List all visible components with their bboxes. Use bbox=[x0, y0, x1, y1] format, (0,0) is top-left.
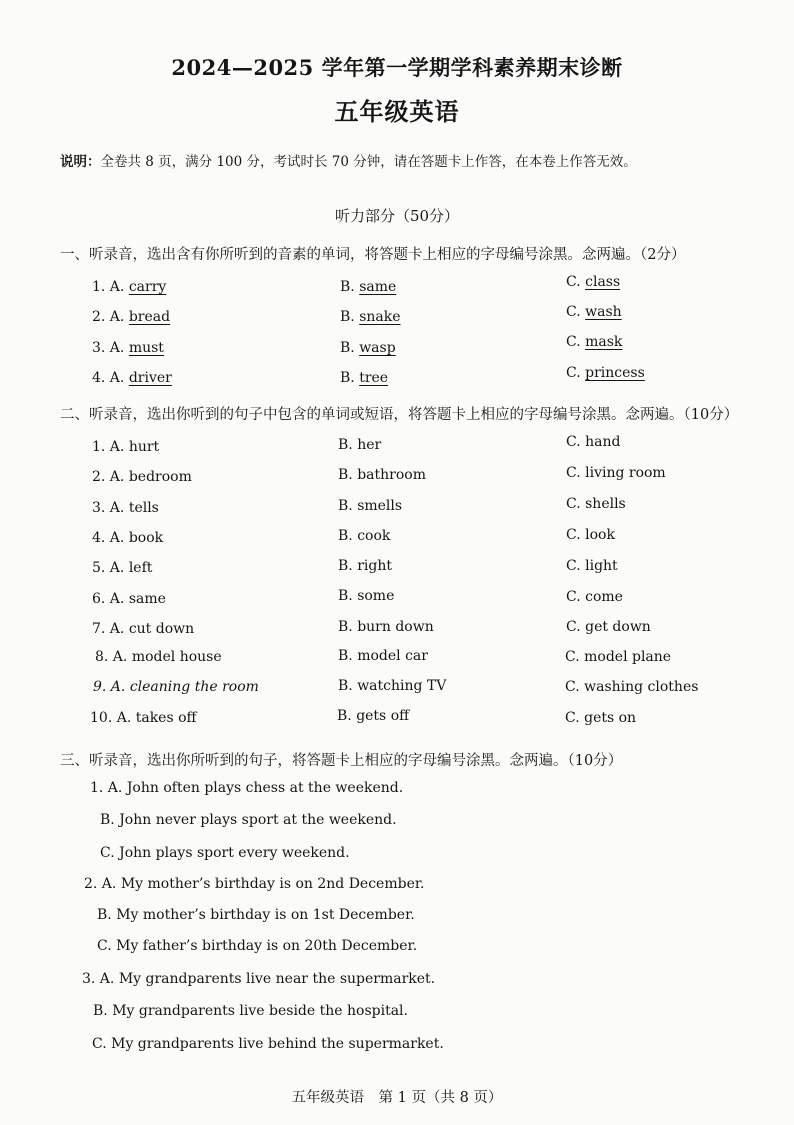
option-prefix: B. bbox=[340, 370, 360, 386]
s2-q9-option-c: C. washing clothes bbox=[565, 679, 699, 695]
s2-q4-option-a: 4. A. book bbox=[92, 530, 164, 546]
section2-title: 二、听录音，选出你听到的句子中包含的单词或短语，将答题卡上相应的字母编号涂黑。念两遍。（10分） bbox=[60, 407, 739, 423]
s1-q4-option-b bbox=[340, 370, 388, 386]
s2-q2-option-a: 2. A. bedroom bbox=[92, 469, 192, 485]
s2-q6-option-a: 6. A. same bbox=[92, 591, 166, 607]
s2-q7-option-c: C. get down bbox=[566, 619, 651, 635]
option-prefix: 1. A. bbox=[92, 279, 129, 295]
s2-q3-option-a: 3. A. tells bbox=[92, 500, 159, 516]
option-word: must bbox=[128, 340, 164, 356]
s1-q2-option-a bbox=[92, 309, 170, 325]
s3-q2-option-b: B. My mother’s birthday is on 1st December. bbox=[97, 907, 415, 923]
s2-q7-option-a: 7. A. cut down bbox=[92, 621, 195, 637]
s2-q8-option-c: C. model plane bbox=[565, 649, 672, 665]
option-word: snake bbox=[359, 309, 401, 325]
option-word: tree bbox=[359, 370, 389, 386]
s2-q6-option-c: C. come bbox=[566, 589, 623, 605]
section1-title: 一、听录音，选出含有你所听到的音素的单词，将答题卡上相应的字母编号涂黑。念两遍。（2分） bbox=[60, 247, 686, 263]
s2-q3-option-c: C. shells bbox=[566, 496, 626, 512]
s2-q7-option-b: B. burn down bbox=[338, 619, 434, 635]
instructions-text: 全卷共 8 页，满分 100 分，考试时长 70 分钟，请在答题卡上作答，在本卷上作答无效。 bbox=[100, 154, 637, 170]
option-prefix: B. bbox=[340, 309, 360, 325]
s3-q3-option-a: 3. A. My grandparents live near the supermarket. bbox=[82, 971, 436, 987]
s3-q1-option-a: 1. A. John often plays chess at the weekend. bbox=[90, 780, 404, 796]
s2-q4-option-c: C. look bbox=[566, 527, 615, 543]
listening-part-title: 听力部分（50分） bbox=[334, 207, 460, 225]
s1-q3-option-a bbox=[92, 340, 164, 356]
option-word: wash bbox=[585, 304, 622, 320]
option-prefix: C. bbox=[566, 274, 586, 290]
option-prefix: C. bbox=[566, 334, 586, 350]
option-word: mask bbox=[585, 334, 623, 350]
s1-q3-option-c bbox=[566, 334, 622, 350]
option-word: same bbox=[359, 279, 397, 295]
s3-q1-option-b: B. John never plays sport at the weekend. bbox=[100, 812, 397, 828]
option-prefix: B. bbox=[340, 279, 360, 295]
s2-q3-option-b: B. smells bbox=[338, 498, 403, 514]
s3-q3-option-b: B. My grandparents live beside the hospital. bbox=[93, 1003, 408, 1019]
instructions-label: 说明： bbox=[60, 154, 101, 170]
option-prefix: 2. A. bbox=[92, 309, 129, 325]
option-word: carry bbox=[128, 279, 167, 295]
option-prefix: 4. A. bbox=[92, 370, 129, 386]
s1-q1-option-a bbox=[92, 279, 166, 295]
option-prefix: C. bbox=[566, 365, 586, 381]
s2-q8-option-b: B. model car bbox=[338, 648, 428, 664]
exam-title: 2024—2025 学年第一学期学科素养期末诊断 bbox=[171, 55, 623, 80]
s3-q2-option-c: C. My father’s birthday is on 20th December. bbox=[97, 938, 418, 954]
option-word: wasp bbox=[359, 340, 396, 356]
s1-q2-option-c bbox=[566, 304, 622, 320]
s2-q6-option-b: B. some bbox=[338, 588, 395, 604]
s3-q1-option-c: C. John plays sport every weekend. bbox=[100, 845, 350, 861]
s2-q2-option-b: B. bathroom bbox=[338, 467, 426, 483]
s2-q10-option-b: B. gets off bbox=[337, 708, 410, 724]
s2-q1-option-a: 1. A. hurt bbox=[92, 439, 160, 455]
s1-q1-option-c bbox=[566, 274, 620, 290]
s2-q5-option-c: C. light bbox=[566, 558, 618, 574]
option-prefix: C. bbox=[566, 304, 586, 320]
s1-q4-option-a bbox=[92, 370, 172, 386]
exam-instructions bbox=[60, 150, 637, 170]
option-word: driver bbox=[128, 370, 172, 386]
option-word: bread bbox=[128, 309, 171, 325]
s3-q2-option-a: 2. A. My mother’s birthday is on 2nd December. bbox=[84, 876, 425, 892]
s2-q9-option-b: B. watching TV bbox=[338, 678, 447, 694]
s2-q1-option-b: B. her bbox=[338, 437, 382, 453]
s2-q5-option-a: 5. A. left bbox=[92, 560, 153, 576]
s2-q2-option-c: C. living room bbox=[566, 465, 666, 481]
option-word: class bbox=[585, 274, 621, 290]
option-word: princess bbox=[585, 365, 645, 381]
s2-q5-option-b: B. right bbox=[338, 558, 392, 574]
s2-q4-option-b: B. cook bbox=[338, 528, 391, 544]
s1-q2-option-b bbox=[340, 309, 401, 325]
s2-q8-option-a: 8. A. model house bbox=[95, 649, 222, 665]
s2-q1-option-c: C. hand bbox=[566, 434, 621, 450]
s1-q3-option-b bbox=[340, 340, 396, 356]
option-prefix: 3. A. bbox=[92, 340, 129, 356]
exam-subtitle: 五年级英语 bbox=[334, 97, 460, 126]
s2-q9-option-a: 9. A. cleaning the room bbox=[93, 679, 259, 695]
s2-q10-option-c: C. gets on bbox=[565, 710, 637, 726]
s3-q3-option-c: C. My grandparents live behind the supermarket. bbox=[92, 1036, 444, 1052]
s2-q10-option-a: 10. A. takes off bbox=[90, 710, 197, 726]
s1-q4-option-c bbox=[566, 365, 645, 381]
page-footer: 五年级英语 第 1 页（共 8 页） bbox=[291, 1090, 503, 1106]
s1-q1-option-b bbox=[340, 279, 396, 295]
option-prefix: B. bbox=[340, 340, 360, 356]
section3-title: 三、听录音，选出你所听到的句子，将答题卡上相应的字母编号涂黑。念两遍。（10分） bbox=[60, 753, 623, 769]
